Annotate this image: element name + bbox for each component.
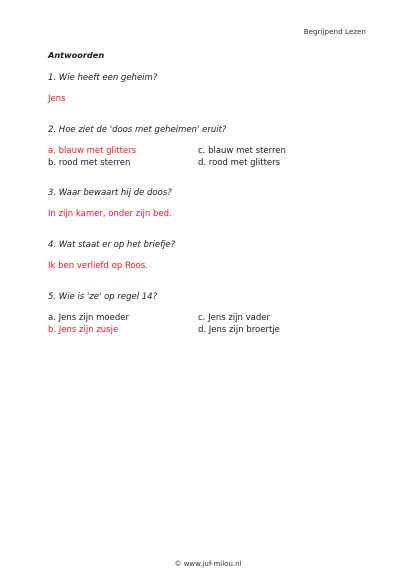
section-title: Antwoorden xyxy=(48,50,105,60)
option-5c: c. Jens zijn vader xyxy=(198,313,270,323)
option-2b: b. rood met sterren xyxy=(48,158,131,168)
option-2c: c. blauw met sterren xyxy=(198,146,286,156)
option-2a: a. blauw met glitters xyxy=(48,146,137,156)
option-2d: d. rood met glitters xyxy=(198,158,281,168)
options-2 xyxy=(48,146,378,169)
question-3: 3. Waar bewaart hij de doos? xyxy=(48,188,172,198)
question-2: 2. Hoe ziet de 'doos met geheimen' eruit? xyxy=(48,125,227,135)
answer-4: Ik ben verliefd op Roos. xyxy=(48,261,148,271)
page-footer: © www.juf-milou.nl xyxy=(174,560,242,568)
answer-1: Jens xyxy=(48,94,66,104)
page-header: Begrijpend Lezen xyxy=(303,27,366,36)
question-1: 1. Wie heeft een geheim? xyxy=(48,73,158,83)
options-5 xyxy=(48,313,378,336)
answer-3: In zijn kamer, onder zijn bed. xyxy=(48,209,172,219)
question-5: 5. Wie is 'ze' op regel 14? xyxy=(48,292,158,302)
answers-section xyxy=(48,50,378,355)
question-4: 4. Wat staat er op het briefje? xyxy=(48,240,176,250)
option-5d: d. Jens zijn broertje xyxy=(198,325,280,335)
option-5a: a. Jens zijn moeder xyxy=(48,313,129,323)
option-5b: b. Jens zijn zusje xyxy=(48,325,119,335)
